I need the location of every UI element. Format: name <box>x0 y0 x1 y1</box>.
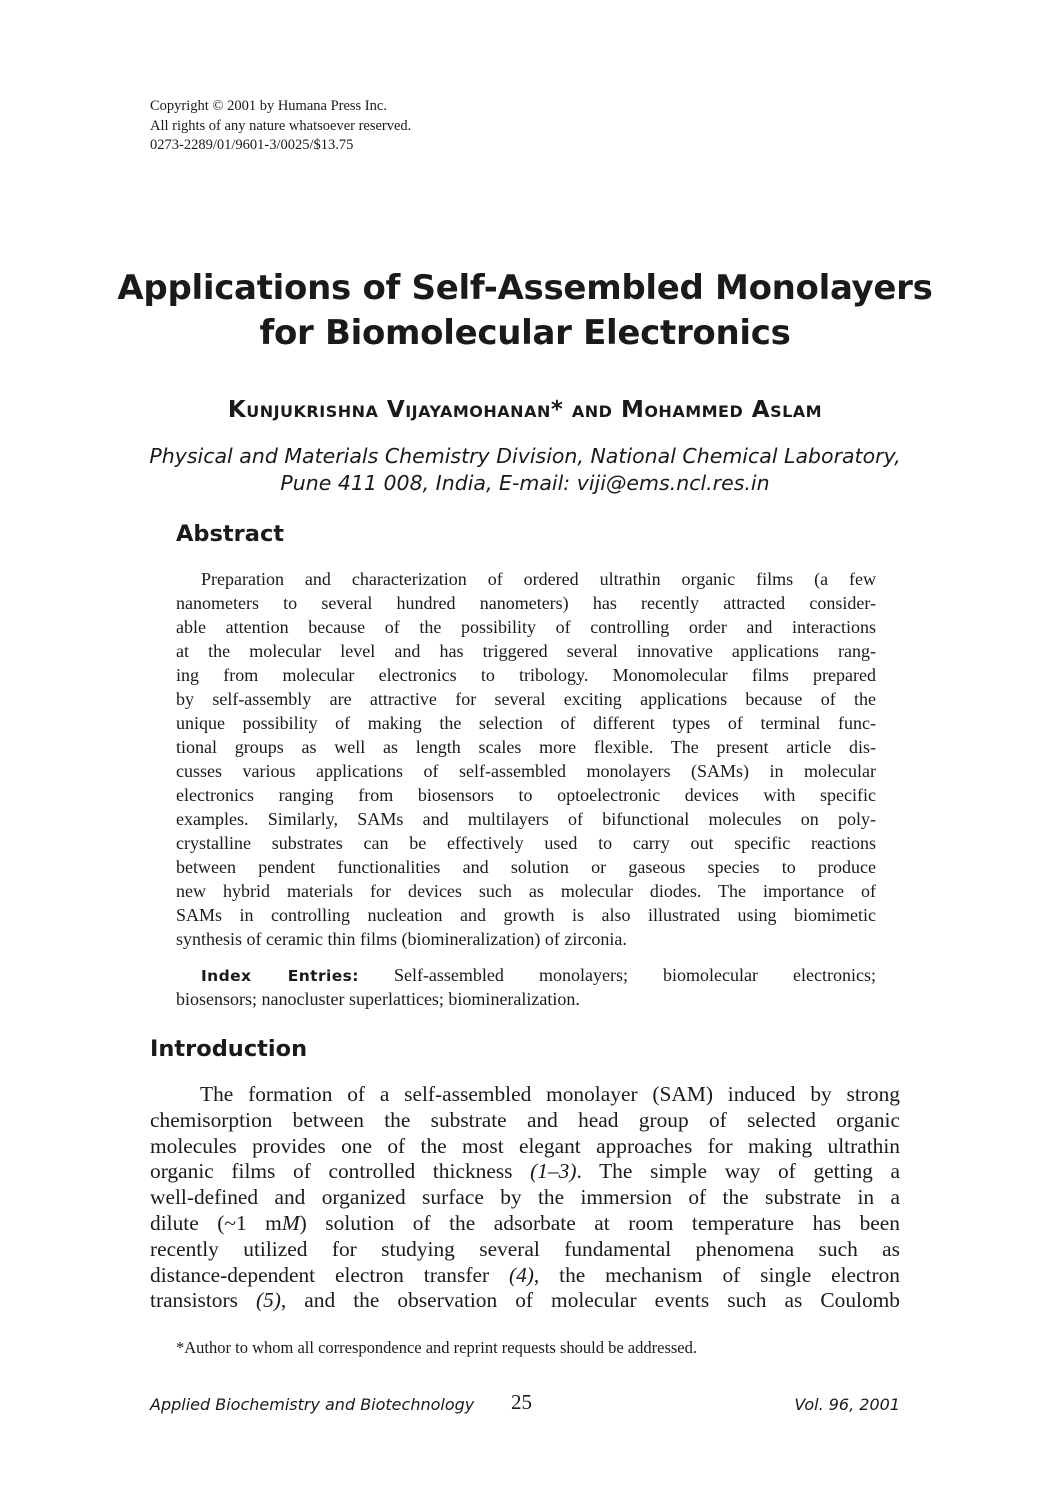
title-line-2: for Biomolecular Electronics <box>259 313 791 353</box>
copyright-notice <box>150 97 411 156</box>
volume-info: Vol. 96, 2001 <box>794 1395 900 1414</box>
intro-text: , the mechanism of single electron <box>533 1262 900 1287</box>
journal-name: Applied Biochemistry and Biotechnology <box>150 1395 475 1414</box>
abstract-line: tional groups as well as length scales more flexible. The present article dis- <box>176 737 876 757</box>
intro-line: molecules provides one of the most elegant approaches for making ultrathin <box>150 1133 900 1158</box>
abstract-line: electronics ranging from biosensors to optoelectronic devices with specific <box>176 785 876 805</box>
intro-line <box>150 1211 900 1237</box>
intro-line: The formation of a self-assembled monolayer (SAM) induced by strong <box>200 1082 900 1106</box>
intro-text: , and the observation of molecular events such as Coulomb <box>280 1288 901 1313</box>
article-title <box>100 266 950 356</box>
abstract-line: nanometers to several hundred nanometers) has recently attracted consider- <box>176 593 876 613</box>
intro-line: well-defined and organized surface by the immersion of the substrate in a <box>150 1185 900 1210</box>
copyright-line: Copyright © 2001 by Humana Press Inc. <box>150 98 387 114</box>
abstract-line: synthesis of ceramic thin films (biomineralization) of zirconia. <box>176 929 627 949</box>
introduction-body <box>150 1082 900 1314</box>
abstract-line: between pendent functionalities and solution or gaseous species to produce <box>176 857 876 877</box>
intro-line: recently utilized for studying several fundamental phenomena such as <box>150 1236 900 1261</box>
intro-text: . The simple way of getting a <box>576 1159 900 1184</box>
affiliation-line-2: Pune 411 008, India, E-mail: viji@ems.ncl.res.in <box>280 471 770 495</box>
abstract-line: examples. Similarly, SAMs and multilayers of bifunctional molecules on poly- <box>176 809 876 829</box>
abstract-line: crystalline substrates can be effectively used to carry out specific reactions <box>176 833 876 853</box>
abstract-line: SAMs in controlling nucleation and growth is also illustrated using biomimetic <box>176 905 876 925</box>
intro-text: distance-dependent electron transfer <box>150 1262 509 1287</box>
intro-line <box>150 1263 900 1289</box>
intro-line: chemisorption between the substrate and head group of selected organic <box>150 1107 900 1132</box>
abstract-line: ing from molecular electronics to tribology. Monomolecular films prepared <box>176 665 876 685</box>
abstract-line: by self-assembly are attractive for several exciting applications because of the <box>176 689 876 709</box>
abstract-heading: Abstract <box>176 521 285 547</box>
index-entries-line-1: Self-assembled monolayers; biomolecular electronics; <box>358 965 876 985</box>
intro-line <box>150 1288 900 1314</box>
abstract-line: new hybrid materials for devices such as molecular diodes. The importance of <box>176 881 876 901</box>
page-number: 25 <box>511 1390 532 1414</box>
citation-ref: (4) <box>508 1262 534 1287</box>
abstract-body <box>176 567 876 951</box>
index-entries-label: Index Entries: <box>201 967 359 985</box>
author-footnote: *Author to whom all correspondence and reprint requests should be addressed. <box>176 1338 697 1357</box>
intro-text: organic films of controlled thickness <box>150 1159 531 1184</box>
author-list: Kunjukrishna Vijayamohanan* and Mohammed Aslam <box>227 397 823 423</box>
title-line-1: Applications of Self-Assembled Monolayers <box>117 268 933 308</box>
index-entries-line-2: biosensors; nanocluster superlattices; biomineralization. <box>176 989 580 1009</box>
citation-ref: (1–3) <box>530 1159 577 1184</box>
issn-line: 0273-2289/01/9601-3/0025/$13.75 <box>150 137 354 153</box>
citation-ref: (5) <box>255 1288 281 1313</box>
affiliation <box>100 443 950 497</box>
affiliation-line-1: Physical and Materials Chemistry Division, National Chemical Laboratory, <box>149 444 901 468</box>
intro-text: ) solution of the adsorbate at room temperature has been <box>299 1210 900 1235</box>
intro-text: dilute (~1 m <box>150 1210 282 1235</box>
introduction-heading: Introduction <box>150 1036 308 1062</box>
molar-unit: M <box>281 1210 300 1235</box>
index-entries <box>176 963 876 1011</box>
abstract-line: Preparation and characterization of ordered ultrathin organic films (a few <box>201 569 876 589</box>
intro-line <box>150 1159 900 1185</box>
rights-line: All rights of any nature whatsoever reserved. <box>150 117 412 134</box>
abstract-line: cusses various applications of self-assembled monolayers (SAMs) in molecular <box>176 761 876 781</box>
abstract-line: at the molecular level and has triggered several innovative applications rang- <box>176 641 876 661</box>
abstract-line: able attention because of the possibility of controlling order and interactions <box>176 617 876 637</box>
abstract-line: unique possibility of making the selection of different types of terminal func- <box>176 713 876 733</box>
intro-text: transistors <box>150 1288 256 1313</box>
